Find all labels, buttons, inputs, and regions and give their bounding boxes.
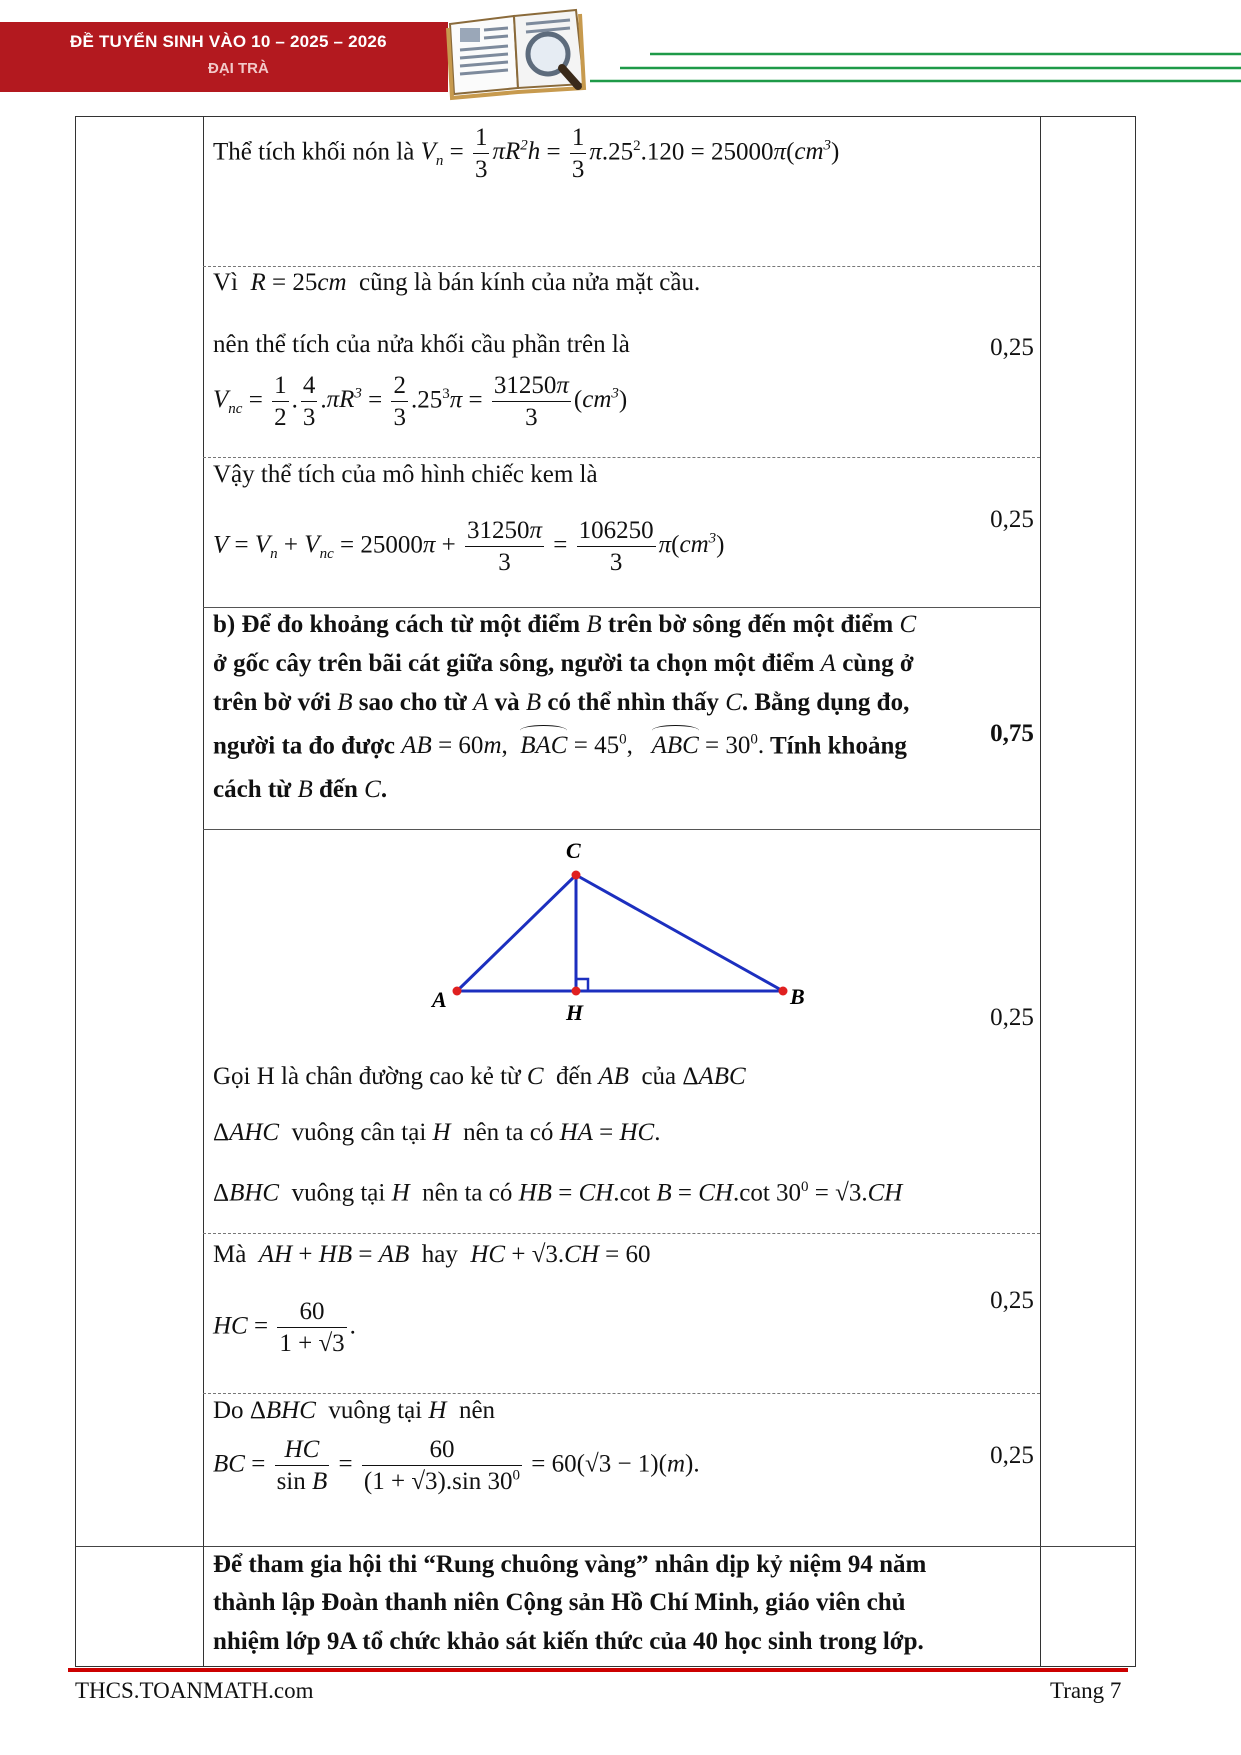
label-a: A — [432, 987, 447, 1012]
score-cell: 0,25 — [990, 506, 1034, 533]
page-number: Trang 7 — [1050, 1678, 1122, 1703]
bhc-reason: ΔBHC vuông tại H nên ta có HB = CH.cot B = CH.cot $30^0 = √3.CH$ — [213, 1179, 903, 1207]
bc-intro: Do ΔBHC vuông tại H nên — [213, 1397, 496, 1424]
problem-text: sao cho từ — [358, 689, 467, 716]
reason-text: vuông cân tại — [291, 1119, 427, 1146]
score-cell: 0,25 — [990, 334, 1034, 361]
row-separator — [203, 266, 1040, 267]
table-divider — [203, 117, 204, 1666]
total-volume-intro: Vậy thể tích của mô hình chiếc kem là — [213, 461, 598, 488]
hemisphere-formula: $V_{nc}$ = $\frac{1}{2}$ . $\frac{4}{3}$ $.\pi R^3$ = $\frac{2}{3}$ $.25^3\pi$ = $\frac{31250\pi}{3}$ $(cm^3)$ — [213, 372, 628, 432]
problem-text: Tính khoảng — [769, 732, 907, 760]
altitude-definition: Gọi H là chân đường cao kẻ từ C đến AB của ΔABC — [213, 1063, 746, 1090]
radius-lead: Vì — [213, 269, 238, 296]
footer-site: THCS.TOANMATH.com — [75, 1678, 314, 1703]
problem-text: đến — [318, 776, 358, 803]
hc-formula: HC = $\frac{60}{1 + √3}$ . — [213, 1298, 356, 1358]
point-a — [453, 987, 462, 996]
footer-divider — [68, 1668, 1128, 1672]
reason-text: vuông tại — [291, 1179, 386, 1207]
problem-b-line5: cách từ B đến C. — [213, 776, 388, 803]
cone-volume-lead: Thể tích khối nón là — [213, 138, 415, 166]
hemisphere-intro: nên thể tích của nửa khối cầu phần trên là — [213, 331, 630, 358]
problem-b-line3: trên bờ với B sao cho từ A và B có thể nhìn thấy C. Bằng dụng đo, — [213, 689, 910, 716]
label-h: H — [566, 1000, 584, 1025]
segment-bc — [576, 875, 783, 991]
next-problem-line1: Để tham gia hội thi “Rung chuông vàng” nhân dịp kỷ niệm 94 năm — [213, 1551, 927, 1578]
bc-formula: BC = $\frac{HC}{\text{sin B}}$ = $\frac{60}{(1 + √3).\sin 30^0}$ = 60(√3 − 1)(m). — [213, 1436, 700, 1496]
book-magnifier-icon — [444, 2, 592, 102]
problem-text: . Bằng dụng đo, — [741, 689, 910, 716]
point-h — [572, 987, 581, 996]
score-cell: 0,25 — [990, 1442, 1034, 1469]
header-subtitle: ĐẠI TRÀ — [208, 60, 269, 77]
problem-text: ở gốc cây trên bãi cát giữa sông, người ta chọn một điểm — [213, 650, 815, 677]
row-separator — [203, 1233, 1040, 1234]
point-c — [572, 871, 581, 880]
problem-text: trên bờ với — [213, 689, 331, 716]
problem-b-line4: người ta đo được AB = 60m, BAC = $45^0$, ABC = $30^0$. Tính khoảng — [213, 732, 907, 760]
reason-text: hay — [421, 1241, 458, 1268]
label-b: B — [790, 984, 805, 1009]
reason-text: nên ta có — [422, 1179, 513, 1207]
reason-text: Gọi H là chân đường cao kẻ từ — [213, 1063, 521, 1090]
ahc-reason: ΔAHC vuông cân tại H nên ta có HA = HC. — [213, 1119, 661, 1146]
reason-text: vuông tại — [328, 1397, 423, 1424]
row-separator — [203, 607, 1040, 608]
problem-text: trên bờ sông đến một điểm — [607, 611, 894, 638]
problem-b-line2: ở gốc cây trên bãi cát giữa sông, người ta chọn một điểm A cùng ở — [213, 650, 914, 677]
radius-tail: cũng là bán kính của nửa mặt cầu. — [359, 269, 701, 296]
next-problem-line3: nhiệm lớp 9A tổ chức khảo sát kiến thức của 40 học sinh trong lớp. — [213, 1628, 924, 1655]
problem-text: có thể nhìn thấy — [547, 689, 719, 716]
problem-text: cùng ở — [842, 650, 914, 677]
sum-relation: Mà AH + HB = AB hay HC + √3.CH = 60 — [213, 1241, 651, 1268]
point-b — [779, 987, 788, 996]
row-separator — [76, 1546, 1135, 1547]
header-title: ĐỀ TUYỂN SINH VÀO 10 – 2025 – 2026 — [70, 32, 387, 51]
problem-text: và — [494, 689, 520, 716]
problem-text: b) Để đo khoảng cách từ một điểm — [213, 611, 581, 638]
problem-text: người ta đo được — [213, 732, 396, 760]
problem-text: cách từ — [213, 776, 292, 803]
reason-text: nên — [458, 1397, 496, 1424]
total-volume-formula: $V = V_n + V_{nc} = 25000\pi$ + $\frac{31250\pi}{3}$ = $\frac{106250}{3}$ $\pi(cm^3)$ — [213, 517, 725, 577]
reason-text: đến — [556, 1063, 593, 1090]
triangle-figure — [420, 830, 820, 1030]
label-c: C — [566, 838, 581, 863]
row-separator — [203, 1393, 1040, 1394]
reason-text: của — [641, 1063, 677, 1090]
cone-volume-line: Thể tích khối nón là $V_n$ = $\frac{1}{3}$ $\pi R^2h$ = $\frac{1}{3}$ $\pi.25^2.120 = 25000\pi(cm^3)$ — [213, 124, 840, 184]
reason-text: nên ta có — [463, 1119, 554, 1146]
segment-ac — [457, 875, 576, 991]
header-decor-lines — [590, 48, 1241, 88]
score-cell: 0,25 — [990, 1287, 1034, 1314]
row-separator — [203, 457, 1040, 458]
reason-text: Mà — [213, 1241, 247, 1268]
radius-line: Vì R = 25cm cũng là bán kính của nửa mặt cầu. — [213, 269, 701, 296]
header-banner — [0, 22, 448, 92]
next-problem-line2: thành lập Đoàn thanh niên Cộng sản Hồ Chí Minh, giáo viên chủ — [213, 1589, 906, 1616]
reason-text: Do — [213, 1397, 244, 1424]
score-cell: 0,75 — [990, 720, 1034, 747]
problem-b-line1: b) Để đo khoảng cách từ một điểm B trên bờ sông đến một điểm C — [213, 611, 917, 638]
score-cell: 0,25 — [990, 1004, 1034, 1031]
